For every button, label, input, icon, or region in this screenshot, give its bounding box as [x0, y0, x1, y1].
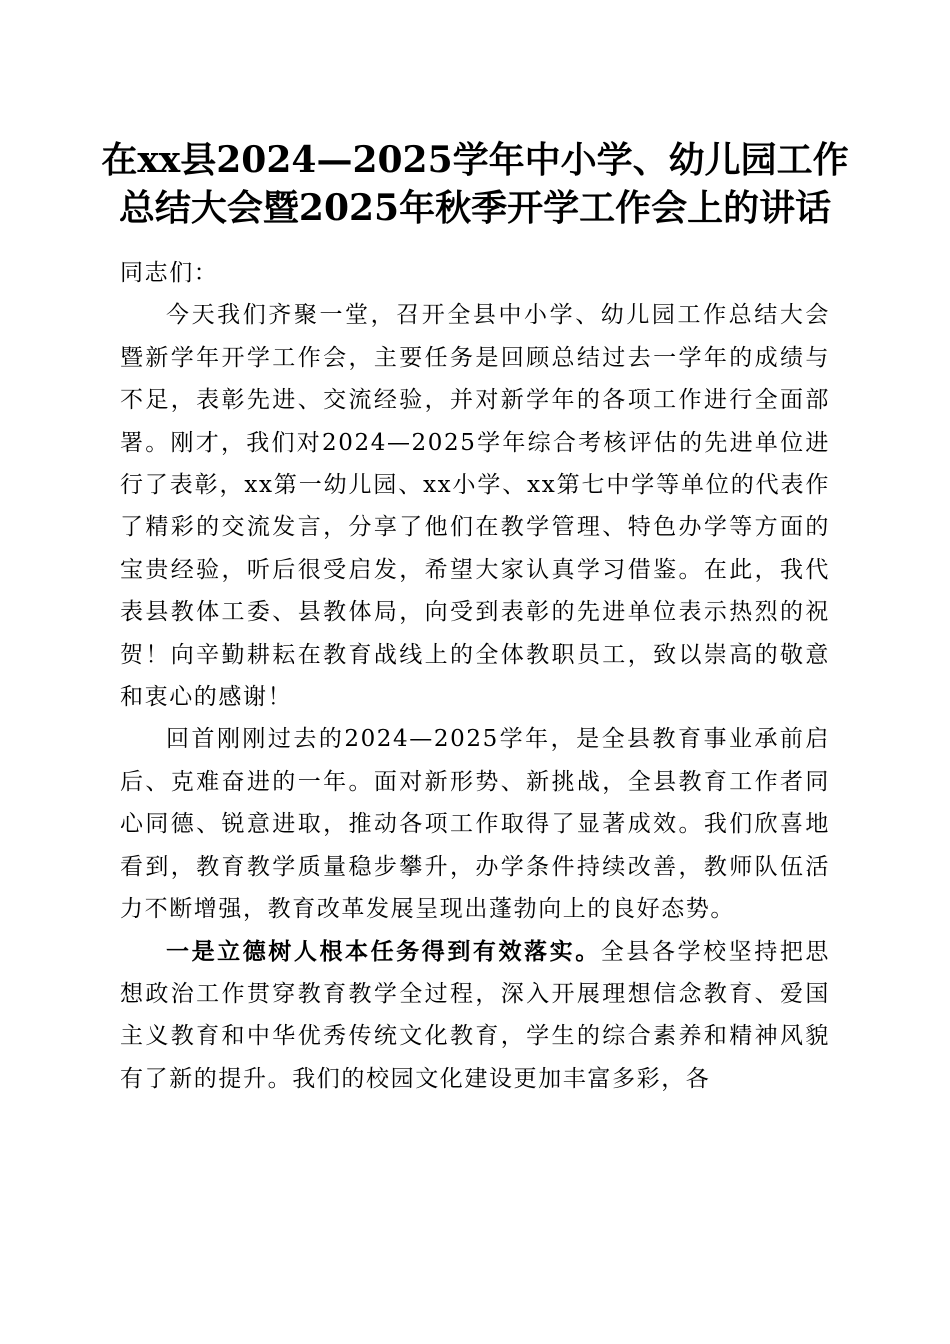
- paragraph-lead-heading: 一是立德树人根本任务得到有效落实。: [166, 937, 601, 965]
- paragraph-3: [120, 931, 830, 1101]
- paragraph-text: 回首刚刚过去的2024—2025学年，是全县教育事业承前启后、克难奋进的一年。面对新形势、新挑战，全县教育工作者同心同德、锐意进取，推动各项工作取得了显著成效。我们欣喜地看到，教育教学质量稳步攀升，办学条件持续改善，教师队伍活力不断增强，教育改革发展呈现出蓬勃向上的良好态势。: [120, 726, 830, 923]
- paragraph-1: [120, 294, 830, 718]
- document-title: [60, 136, 890, 232]
- title-line-1: 在xx县2024—2025学年中小学、幼儿园工作: [101, 139, 849, 181]
- paragraph-text: 今天我们齐聚一堂，召开全县中小学、幼儿园工作总结大会暨新学年开学工作会，主要任务是回顾总结过去一学年的成绩与不足，表彰先进、交流经验，并对新学年的各项工作进行全面部署。刚才，我们对2024—2025学年综合考核评估的先进单位进行了表彰，xx第一幼儿园、xx小学、xx第七中学等单位的代表作了精彩的交流发言，分享了他们在教学管理、特色办学等方面的宝贵经验，听后很受启发，希望大家认真学习借鉴。在此，我代表县教体工委、县教体局，向受到表彰的先进单位表示热烈的祝贺！向辛勤耕耘在教育战线上的全体教职员工，致以崇高的敬意和衷心的感谢！: [120, 302, 830, 711]
- paragraph-2: [120, 718, 830, 930]
- document-body: [120, 252, 830, 1100]
- title-line-2: 总结大会暨2025年秋季开学工作会上的讲话: [118, 187, 832, 229]
- paragraph-text: 全县各学校坚持把思想政治工作贯穿教育教学全过程，深入开展理想信念教育、爱国主义教育和中华优秀传统文化教育，学生的综合素养和精神风貌有了新的提升。我们的校园文化建设更加丰富多彩，各: [120, 938, 831, 1092]
- salutation: 同志们：: [120, 260, 219, 286]
